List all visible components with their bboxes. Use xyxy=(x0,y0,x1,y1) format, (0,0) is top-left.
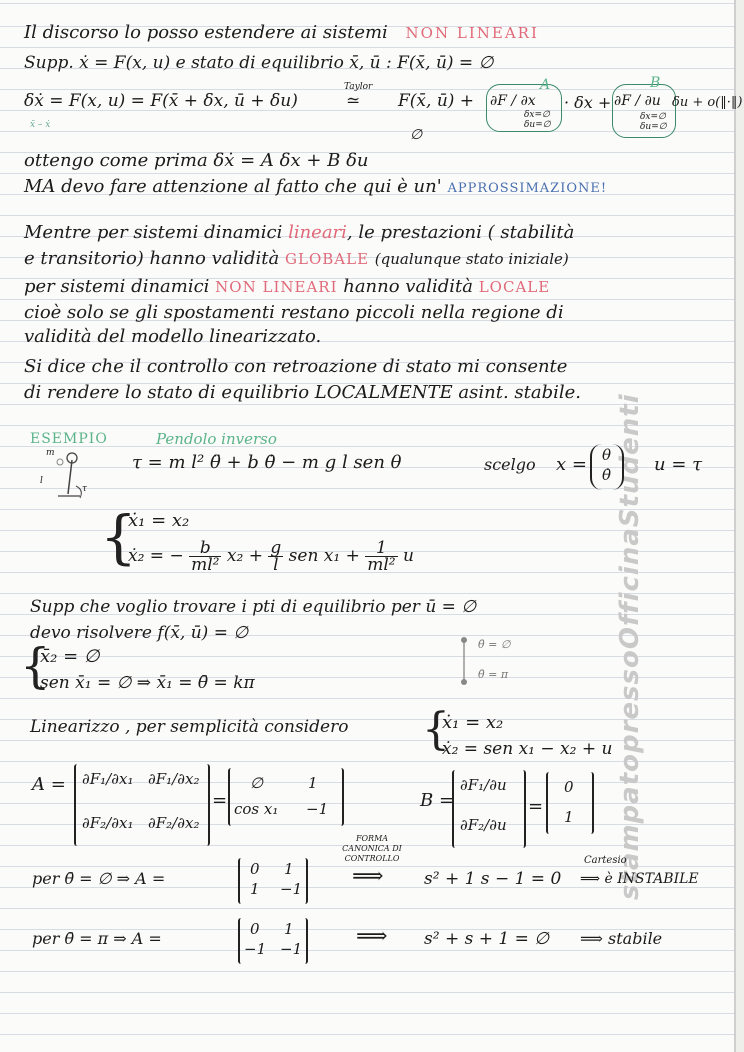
jacobian-entry: ∂F₂/∂x₂ xyxy=(148,814,200,832)
line-small-displacements: cioè solo se gli spostamenti restano piccoli nella regione di xyxy=(24,302,564,323)
state-vector-theta-dot: θ̇ xyxy=(602,466,612,484)
globale-highlight: GLOBALE xyxy=(285,250,370,268)
line-linear-systems xyxy=(24,222,574,244)
case-2-matrix xyxy=(238,918,308,964)
equilibrium-cond-2: sen x̄₁ = ∅ ⇒ x̄₁ = θ̄ = kπ xyxy=(40,673,255,693)
case-1-matrix xyxy=(238,858,308,904)
binding-strip xyxy=(736,0,744,1052)
numerator: g xyxy=(270,538,282,558)
line-nonlinear xyxy=(24,276,550,298)
dx-term: · δx + xyxy=(564,93,612,112)
non-lineari-highlight: NON LINEARI xyxy=(405,24,539,42)
fraction-g xyxy=(268,540,283,573)
matrix-a-jacobian xyxy=(74,764,210,846)
text-segment: x₂ + xyxy=(226,546,263,566)
zero-under-const: ∅ xyxy=(410,127,423,143)
state-label: x = xyxy=(556,454,587,475)
label-a-annotation: A xyxy=(540,77,551,93)
system-eq-1: ẋ₁ = x₂ xyxy=(128,510,190,531)
text-segment: hanno validità xyxy=(343,276,473,297)
matrix-b-equals: = xyxy=(528,796,544,817)
fig-length-label: l xyxy=(40,476,43,486)
denominator: ml² xyxy=(367,555,396,575)
numerator: 1 xyxy=(365,540,397,557)
approssimazione-highlight: APPROSSIMAZIONE! xyxy=(447,181,608,196)
matrix-value: −1 xyxy=(244,940,267,958)
case-2-arrow: ⟹ xyxy=(356,924,388,949)
matrix-value: 1 xyxy=(308,774,318,792)
text-segment: e transitorio) hanno validità xyxy=(24,248,280,269)
system-brace: { xyxy=(100,503,137,571)
jacobian-entry: ∂F₂/∂u xyxy=(460,816,507,834)
line-supposition: Supp. ẋ = F(x, u) e stato di equilibrio x̄, ū : F(x̄, ū) = ∅ xyxy=(24,53,494,73)
pendulum-equation: τ = m l² θ̈ + b θ̇ − m g l sen θ xyxy=(132,452,402,473)
matrix-value: 1 xyxy=(284,920,294,938)
taylor-label: Taylor xyxy=(344,82,373,92)
example-title: Pendolo inverso xyxy=(156,430,277,448)
matrix-b-jacobian xyxy=(452,770,526,848)
choose-label: scelgo xyxy=(484,455,536,474)
line-validity: validità del modello linearizzato. xyxy=(24,326,322,347)
line-state-feedback: Si dice che il controllo con retroazione di stato mi consente xyxy=(24,356,568,377)
case-2-prefix: per θ̄ = π ⇒ A = xyxy=(32,929,162,948)
dfdu-term: ∂F / ∂u xyxy=(614,93,661,109)
equilibrium-top-label: θ̄ = ∅ xyxy=(478,638,511,651)
text-segment: per sistemi dinamici xyxy=(24,276,210,297)
case-2-polynomial: s² + s + 1 = ∅ xyxy=(424,929,550,949)
matrix-value: 0 xyxy=(564,778,574,796)
linearize-brace: { xyxy=(422,704,450,755)
fig-tau-label: τ xyxy=(82,484,87,494)
line-attention-text: MA devo fare attenzione al fatto che qui è un' xyxy=(24,176,442,197)
jacobian-entry: ∂F₁/∂u xyxy=(460,776,507,794)
equilibrium-cond-1: x̄₂ = ∅ xyxy=(40,646,100,667)
dfdu-condition: δx=∅ δu=∅ xyxy=(640,112,667,132)
matrix-value: cos x₁ xyxy=(234,800,279,818)
fraction-b xyxy=(189,540,221,573)
equilibrium-bottom-label: θ̄ = π xyxy=(478,668,509,681)
binding-line xyxy=(734,0,736,1052)
jacobian-entry: ∂F₂/∂x₁ xyxy=(82,814,134,832)
equilibrium-sketch-icon xyxy=(456,634,476,688)
linearize-eq-1: ẋ₁ = x₂ xyxy=(442,712,504,733)
equilibrium-brace: { xyxy=(20,638,51,694)
matrix-value: 1 xyxy=(564,808,574,826)
case-1-polynomial: s² + 1 s − 1 = 0 xyxy=(424,869,562,889)
matrix-value: 1 xyxy=(250,880,260,898)
jacobian-entry: ∂F₁/∂x₂ xyxy=(148,770,200,788)
line-taylor-left: δẋ = F(x, u) = F(x̄ + δx, ū + δu) xyxy=(24,91,298,111)
text-segment: ẋ₂ = − xyxy=(128,546,184,566)
line-obtain: ottengo come prima δẋ = A δx + B δu xyxy=(24,150,369,171)
watermark: stampatopressoOfficinaStudenti xyxy=(615,393,645,900)
fig-mass-label: m xyxy=(46,448,55,458)
matrix-a-label: A = xyxy=(32,774,66,795)
note-cartesio: Cartesio xyxy=(584,855,627,866)
text-segment: , le prestazioni ( stabilità xyxy=(346,222,575,243)
matrix-b-values xyxy=(546,772,594,834)
linearize-intro: Linearizzo , per semplicità considero xyxy=(30,717,349,737)
case-1-arrow: ⟹ xyxy=(352,864,384,889)
example-label: ESEMPIO xyxy=(30,431,108,447)
system-eq-2 xyxy=(128,540,414,573)
locale-highlight: LOCALE xyxy=(478,278,551,296)
dfdx-term: ∂F / ∂x xyxy=(490,93,536,109)
denominator: l xyxy=(273,555,279,575)
line-taylor-const: F(x̄, ū) + xyxy=(398,91,475,111)
inverted-pendulum-icon xyxy=(34,446,104,506)
matrix-value: 0 xyxy=(250,920,260,938)
matrix-value: −1 xyxy=(280,940,303,958)
fraction-u xyxy=(365,540,397,573)
state-vector xyxy=(590,444,624,490)
text-segment: sen x₁ + xyxy=(288,546,360,566)
small-note: x̄ – ẋ xyxy=(30,120,51,130)
line-global xyxy=(24,248,569,270)
equilibrium-line-1: Supp che voglio trovare i pti di equilibrio per ū = ∅ xyxy=(30,597,477,617)
text-segment: Mentre per sistemi dinamici xyxy=(24,222,283,243)
matrix-value: −1 xyxy=(280,880,303,898)
linearize-eq-2: ẋ₂ = sen x₁ − x₂ + u xyxy=(442,739,613,759)
non-lineari-highlight-2: NON LINEARI xyxy=(215,278,338,296)
text-segment: (qualunque stato iniziale) xyxy=(374,250,569,268)
matrix-value: ∅ xyxy=(250,774,264,792)
state-vector-theta: θ xyxy=(602,446,612,464)
line-intro-text: Il discorso lo posso estendere ai sistemi xyxy=(24,22,388,43)
matrix-value: 0 xyxy=(250,860,260,878)
matrix-b-label: B = xyxy=(420,790,455,811)
approx-sign: ≃ xyxy=(346,91,361,111)
text-segment: u xyxy=(403,546,414,566)
matrix-a-values xyxy=(228,768,344,826)
input-label: u = τ xyxy=(654,454,703,475)
matrix-value: 1 xyxy=(284,860,294,878)
denominator: ml² xyxy=(191,555,220,575)
case-1-result: ⟹ è INSTABILE xyxy=(580,871,699,887)
line-intro xyxy=(24,22,539,44)
matrix-a-equals: = xyxy=(212,790,228,811)
line-attention xyxy=(24,176,607,200)
case-2-result: ⟹ stabile xyxy=(580,929,663,948)
jacobian-entry: ∂F₁/∂x₁ xyxy=(82,770,134,788)
numerator: b xyxy=(189,540,221,557)
lineari-highlight: lineari xyxy=(288,222,347,243)
matrix-value: −1 xyxy=(306,800,329,818)
du-term: δu + o(‖·‖) xyxy=(672,95,743,110)
equilibrium-line-2: devo risolvere f(x̄, ū) = ∅ xyxy=(30,623,249,643)
label-b-annotation: B xyxy=(650,75,661,91)
dfdx-condition: δx=∅ δu=∅ xyxy=(524,110,551,130)
note-canonical-form: FORMA CANONICA DI CONTROLLO xyxy=(342,834,402,863)
line-local-stability: di rendere lo stato di equilibrio LOCALMENTE asint. stabile. xyxy=(24,382,582,403)
case-1-prefix: per θ̄ = ∅ ⇒ A = xyxy=(32,869,166,888)
